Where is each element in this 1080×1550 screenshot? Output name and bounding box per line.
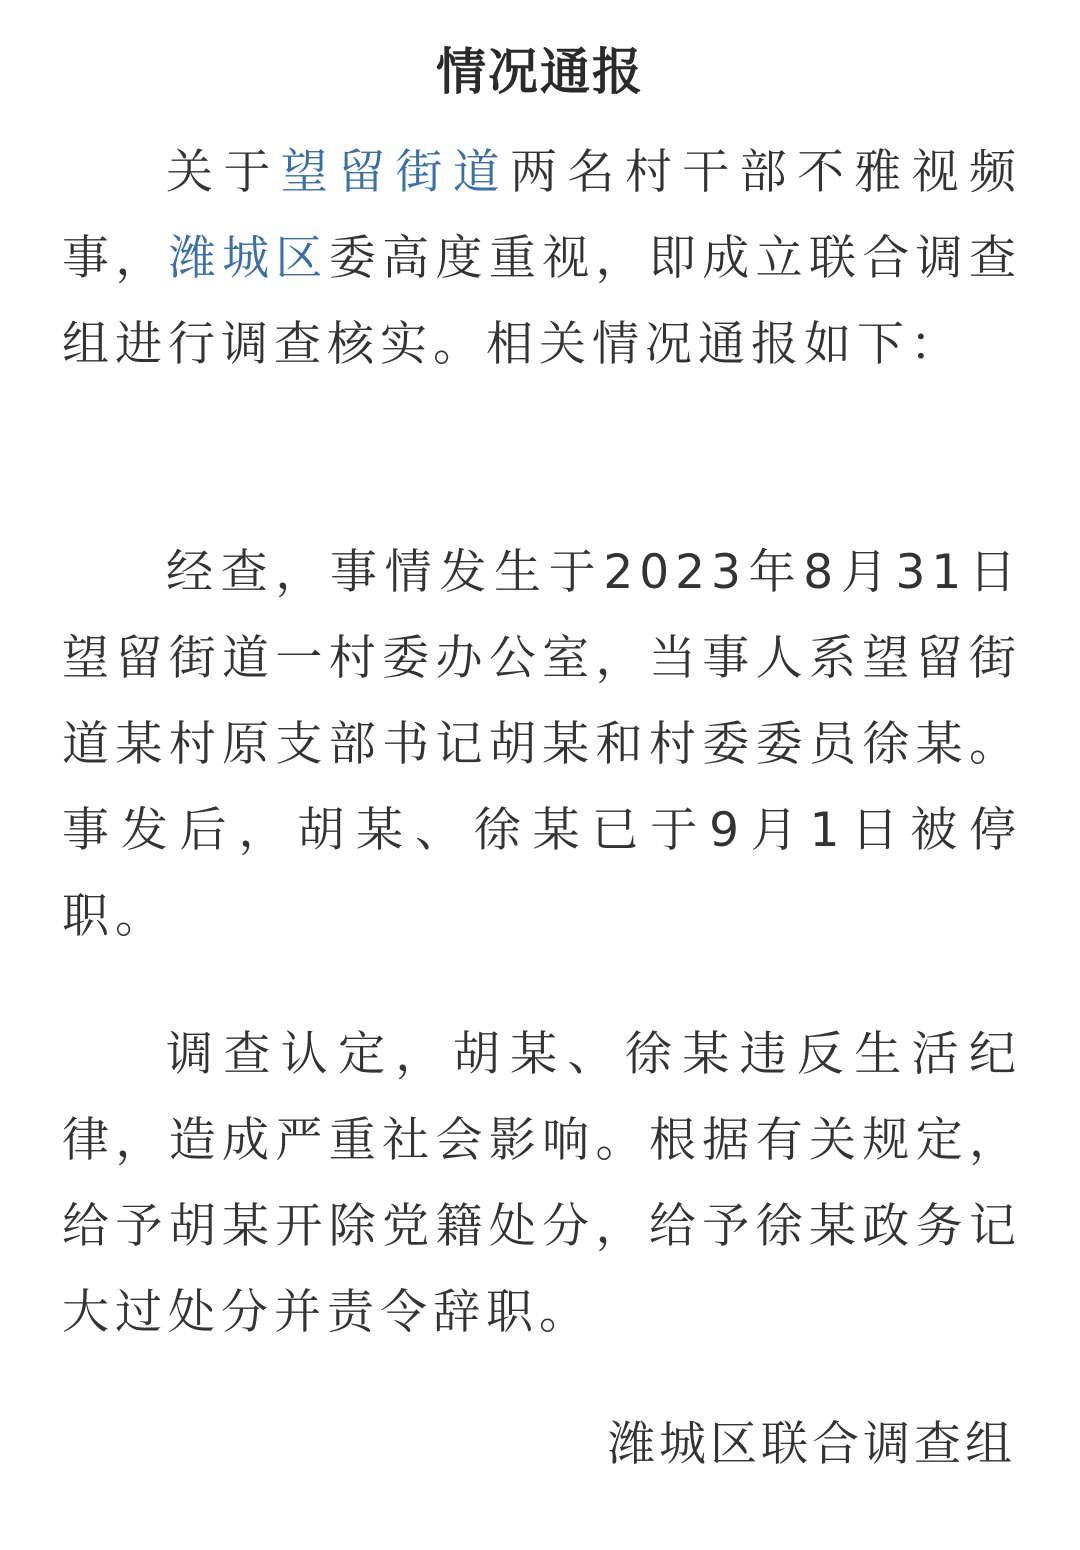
link-wangliu-street[interactable]: 望留街道 — [280, 145, 511, 200]
paragraph-intro-suffix: 委高度重视，即成立联合调查组进行调查核实。相关情况通报如下： — [62, 231, 1023, 372]
paragraph-intro-mid: 两名村干部不雅视频事， — [62, 145, 1023, 286]
page-title: 情况通报 — [436, 42, 644, 101]
paragraph-intro — [62, 130, 1022, 388]
signature: 潍城区联合调查组 — [608, 1417, 1016, 1472]
paragraph-decision: 调查认定，胡某、徐某违反生活纪律，造成严重社会影响。根据有关规定，给予胡某开除党籍处分，给予徐某政务记大过处分并责令辞职。 — [62, 1027, 1022, 1340]
paragraph-findings: 经查，事情发生于2023年8月31日望留街道一村委办公室，当事人系望留街道某村原支部书记胡某和村委委员徐某。事发后，胡某、徐某已于9月1日被停职。 — [62, 545, 1022, 944]
paragraph-intro-prefix: 关于 — [166, 145, 281, 200]
link-weicheng-district[interactable]: 潍城区 — [168, 231, 329, 286]
